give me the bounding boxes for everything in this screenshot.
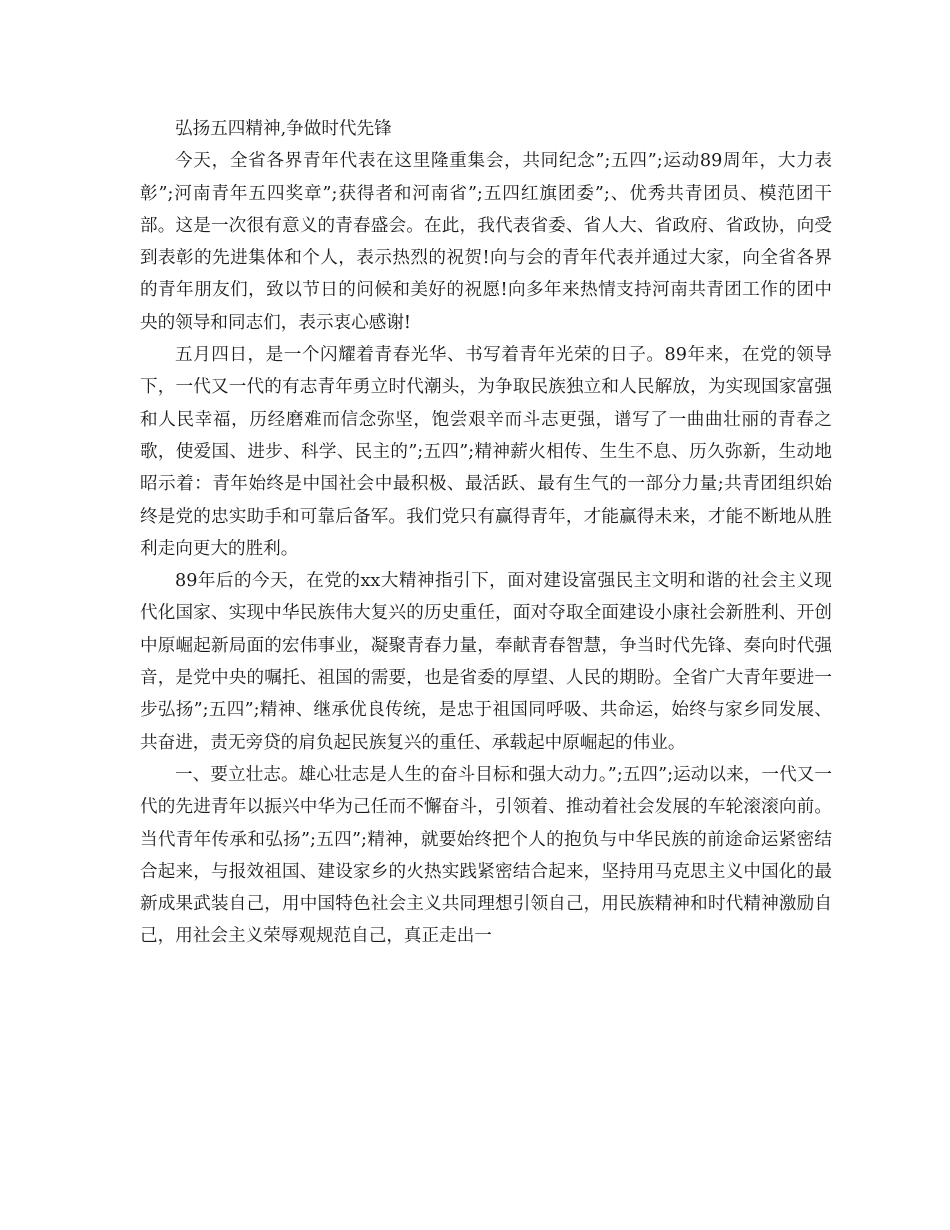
document-title: 弘扬五四精神,争做时代先锋 <box>175 119 392 139</box>
paragraph-3: 89年后的今天，在党的xx大精神指引下，面对建设富强民主文明和谐的社会主义现代化国家、实现中华民族伟大复兴的历史重任，面对夺取全面建设小康社会新胜利、开创中原崛起新局面的宏伟事业，凝聚青春力量，奉献青春智慧，争当时代先锋、奏向时代强音，是党中央的嘱托、祖国的需要，也是省委的厚望、人民的期盼。全省广大青年要进一步弘扬”;五四”;精神、继承优良传统，是忠于祖国同呼吸、共命运，始终与家乡同发展、共奋进，责无旁贷的肩负起民族复兴的重任、承载起中原崛起的伟业。 <box>140 571 832 753</box>
paragraph-4: 一、要立壮志。雄心壮志是人生的奋斗目标和强大动力。”;五四”;运动以来，一代又一代的先进青年以振兴中华为己任而不懈奋斗，引领着、推动着社会发展的车轮滚滚向前。当代青年传承和弘扬”;五四”;精神，就要始终把个人的抱负与中华民族的前途命运紧密结合起来，与报效祖国、建设家乡的火热实践紧密结合起来，坚持用马克思主义中国化的最新成果武装自己，用中国特色社会主义共同理想引领自己，用民族精神和时代精神激励自己，用社会主义荣辱观规范自己，真正走出一 <box>140 764 832 947</box>
document-body <box>140 113 832 953</box>
paragraph-2: 五月四日，是一个闪耀着青春光华、书写着青年光荣的日子。89年来，在党的领导下，一代又一代的有志青年勇立时代潮头，为争取民族独立和人民解放，为实现国家富强和人民幸福，历经磨难而信念弥坚，饱尝艰辛而斗志更强，谱写了一曲曲壮丽的青春之歌，使爱国、进步、科学、民主的”;五四”;精神薪火相传、生生不息、历久弥新，生动地昭示着：青年始终是中国社会中最积极、最活跃、最有生气的一部分力量;共青团组织始终是党的忠实助手和可靠后备军。我们党只有赢得青年，才能赢得未来，才能不断地从胜利走向更大的胜利。 <box>140 345 832 559</box>
paragraph-1: 今天，全省各界青年代表在这里隆重集会，共同纪念”;五四”;运动89周年，大力表彰”;河南青年五四奖章”;获得者和河南省”;五四红旗团委”;、优秀共青团员、模范团干部。这是一次很有意义的青春盛会。在此，我代表省委、省人大、省政府、省政协，向受到表彰的先进集体和个人，表示热烈的祝贺!向与会的青年代表并通过大家，向全省各界的青年朋友们，致以节日的问候和美好的祝愿!向多年来热情支持河南共青团工作的团中央的领导和同志们，表示衷心感谢! <box>140 151 832 333</box>
